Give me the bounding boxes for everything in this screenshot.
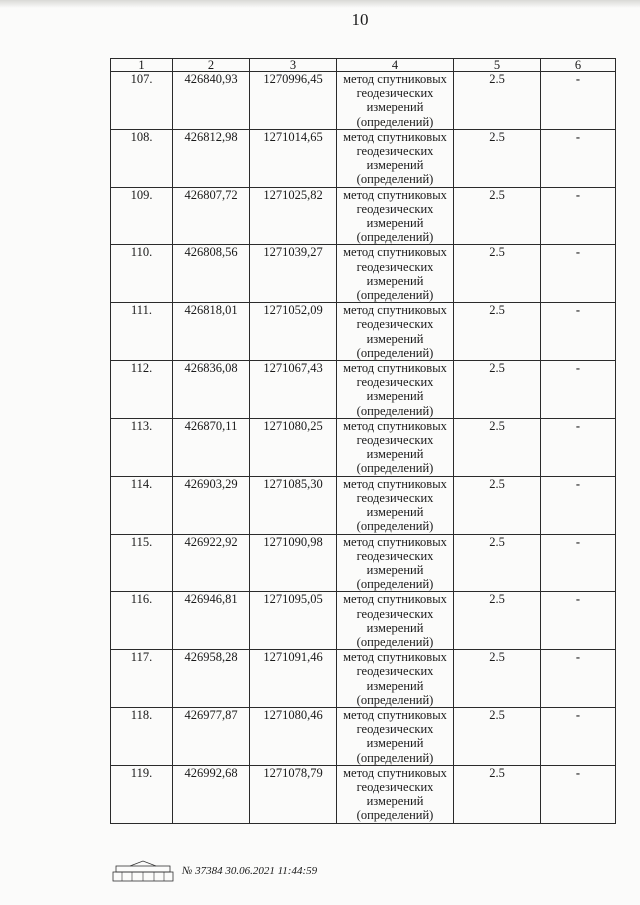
coordinate-x: 426946,81: [173, 592, 250, 650]
header-col-6: 6: [541, 59, 616, 72]
method-description: метод спутниковых геодезических измерений (определений): [337, 418, 454, 476]
row-number: 111.: [111, 303, 173, 361]
coordinate-y: 1271078,79: [250, 765, 337, 823]
row-number: 114.: [111, 476, 173, 534]
row-number: 119.: [111, 765, 173, 823]
table-row: [111, 245, 616, 303]
table-row: [111, 707, 616, 765]
coordinate-x: 426870,11: [173, 418, 250, 476]
method-description: метод спутниковых геодезических измерений (определений): [337, 650, 454, 708]
row-number: 118.: [111, 707, 173, 765]
precision-value: 2.5: [454, 534, 541, 592]
table-row: [111, 418, 616, 476]
extra-value: -: [541, 765, 616, 823]
coordinate-y: 1271085,30: [250, 476, 337, 534]
header-col-5: 5: [454, 59, 541, 72]
precision-value: 2.5: [454, 129, 541, 187]
coordinate-x: 426836,08: [173, 361, 250, 419]
precision-value: 2.5: [454, 303, 541, 361]
coordinate-x: 426903,29: [173, 476, 250, 534]
coordinate-y: 1270996,45: [250, 72, 337, 130]
coordinate-y: 1271080,25: [250, 418, 337, 476]
header-col-3: 3: [250, 59, 337, 72]
precision-value: 2.5: [454, 418, 541, 476]
table-row: [111, 361, 616, 419]
coordinate-x: 426818,01: [173, 303, 250, 361]
precision-value: 2.5: [454, 361, 541, 419]
extra-value: -: [541, 245, 616, 303]
method-description: метод спутниковых геодезических измерений (определений): [337, 303, 454, 361]
table-row: [111, 303, 616, 361]
row-number: 117.: [111, 650, 173, 708]
method-description: метод спутниковых геодезических измерений (определений): [337, 129, 454, 187]
precision-value: 2.5: [454, 245, 541, 303]
method-description: метод спутниковых геодезических измерений (определений): [337, 534, 454, 592]
method-description: метод спутниковых геодезических измерений (определений): [337, 187, 454, 245]
registry-stamp-icon: [112, 860, 174, 882]
method-description: метод спутниковых геодезических измерений (определений): [337, 592, 454, 650]
coordinate-x: 426958,28: [173, 650, 250, 708]
method-description: метод спутниковых геодезических измерений (определений): [337, 245, 454, 303]
registration-footer: [112, 860, 317, 882]
extra-value: -: [541, 707, 616, 765]
extra-value: -: [541, 592, 616, 650]
coordinate-y: 1271025,82: [250, 187, 337, 245]
extra-value: -: [541, 187, 616, 245]
coordinate-x: 426812,98: [173, 129, 250, 187]
coordinate-x: 426977,87: [173, 707, 250, 765]
row-number: 110.: [111, 245, 173, 303]
method-description: метод спутниковых геодезических измерений (определений): [337, 361, 454, 419]
precision-value: 2.5: [454, 476, 541, 534]
row-number: 109.: [111, 187, 173, 245]
table-row: [111, 187, 616, 245]
precision-value: 2.5: [454, 592, 541, 650]
coordinate-x: 426808,56: [173, 245, 250, 303]
coordinate-x: 426922,92: [173, 534, 250, 592]
table-row: [111, 534, 616, 592]
table-body: [111, 72, 616, 824]
row-number: 113.: [111, 418, 173, 476]
coordinate-y: 1271091,46: [250, 650, 337, 708]
precision-value: 2.5: [454, 765, 541, 823]
method-description: метод спутниковых геодезических измерений (определений): [337, 72, 454, 130]
coordinate-y: 1271052,09: [250, 303, 337, 361]
extra-value: -: [541, 72, 616, 130]
table-row: [111, 650, 616, 708]
registration-number: № 37384 30.06.2021 11:44:59: [182, 865, 318, 877]
extra-value: -: [541, 129, 616, 187]
method-description: метод спутниковых геодезических измерений (определений): [337, 765, 454, 823]
extra-value: -: [541, 476, 616, 534]
coordinate-y: 1271067,43: [250, 361, 337, 419]
extra-value: -: [541, 534, 616, 592]
precision-value: 2.5: [454, 650, 541, 708]
precision-value: 2.5: [454, 187, 541, 245]
precision-value: 2.5: [454, 707, 541, 765]
table-row: [111, 129, 616, 187]
coordinate-x: 426992,68: [173, 765, 250, 823]
coordinate-x: 426840,93: [173, 72, 250, 130]
page-number: 10: [351, 10, 369, 29]
extra-value: -: [541, 418, 616, 476]
extra-value: -: [541, 303, 616, 361]
header-col-1: 1: [111, 59, 173, 72]
row-number: 115.: [111, 534, 173, 592]
table-row: [111, 72, 616, 130]
coordinate-x: 426807,72: [173, 187, 250, 245]
scan-edge-shadow: [0, 0, 640, 8]
table-row: [111, 765, 616, 823]
method-description: метод спутниковых геодезических измерений (определений): [337, 707, 454, 765]
table-header-row: [111, 59, 616, 72]
row-number: 108.: [111, 129, 173, 187]
coordinates-table: [110, 58, 616, 824]
method-description: метод спутниковых геодезических измерений (определений): [337, 476, 454, 534]
coordinate-y: 1271080,46: [250, 707, 337, 765]
table-row: [111, 592, 616, 650]
header-col-2: 2: [173, 59, 250, 72]
precision-value: 2.5: [454, 72, 541, 130]
coordinate-y: 1271090,98: [250, 534, 337, 592]
row-number: 107.: [111, 72, 173, 130]
coordinate-y: 1271039,27: [250, 245, 337, 303]
extra-value: -: [541, 361, 616, 419]
row-number: 112.: [111, 361, 173, 419]
row-number: 116.: [111, 592, 173, 650]
extra-value: -: [541, 650, 616, 708]
coordinate-y: 1271095,05: [250, 592, 337, 650]
coordinate-y: 1271014,65: [250, 129, 337, 187]
header-col-4: 4: [337, 59, 454, 72]
table-row: [111, 476, 616, 534]
